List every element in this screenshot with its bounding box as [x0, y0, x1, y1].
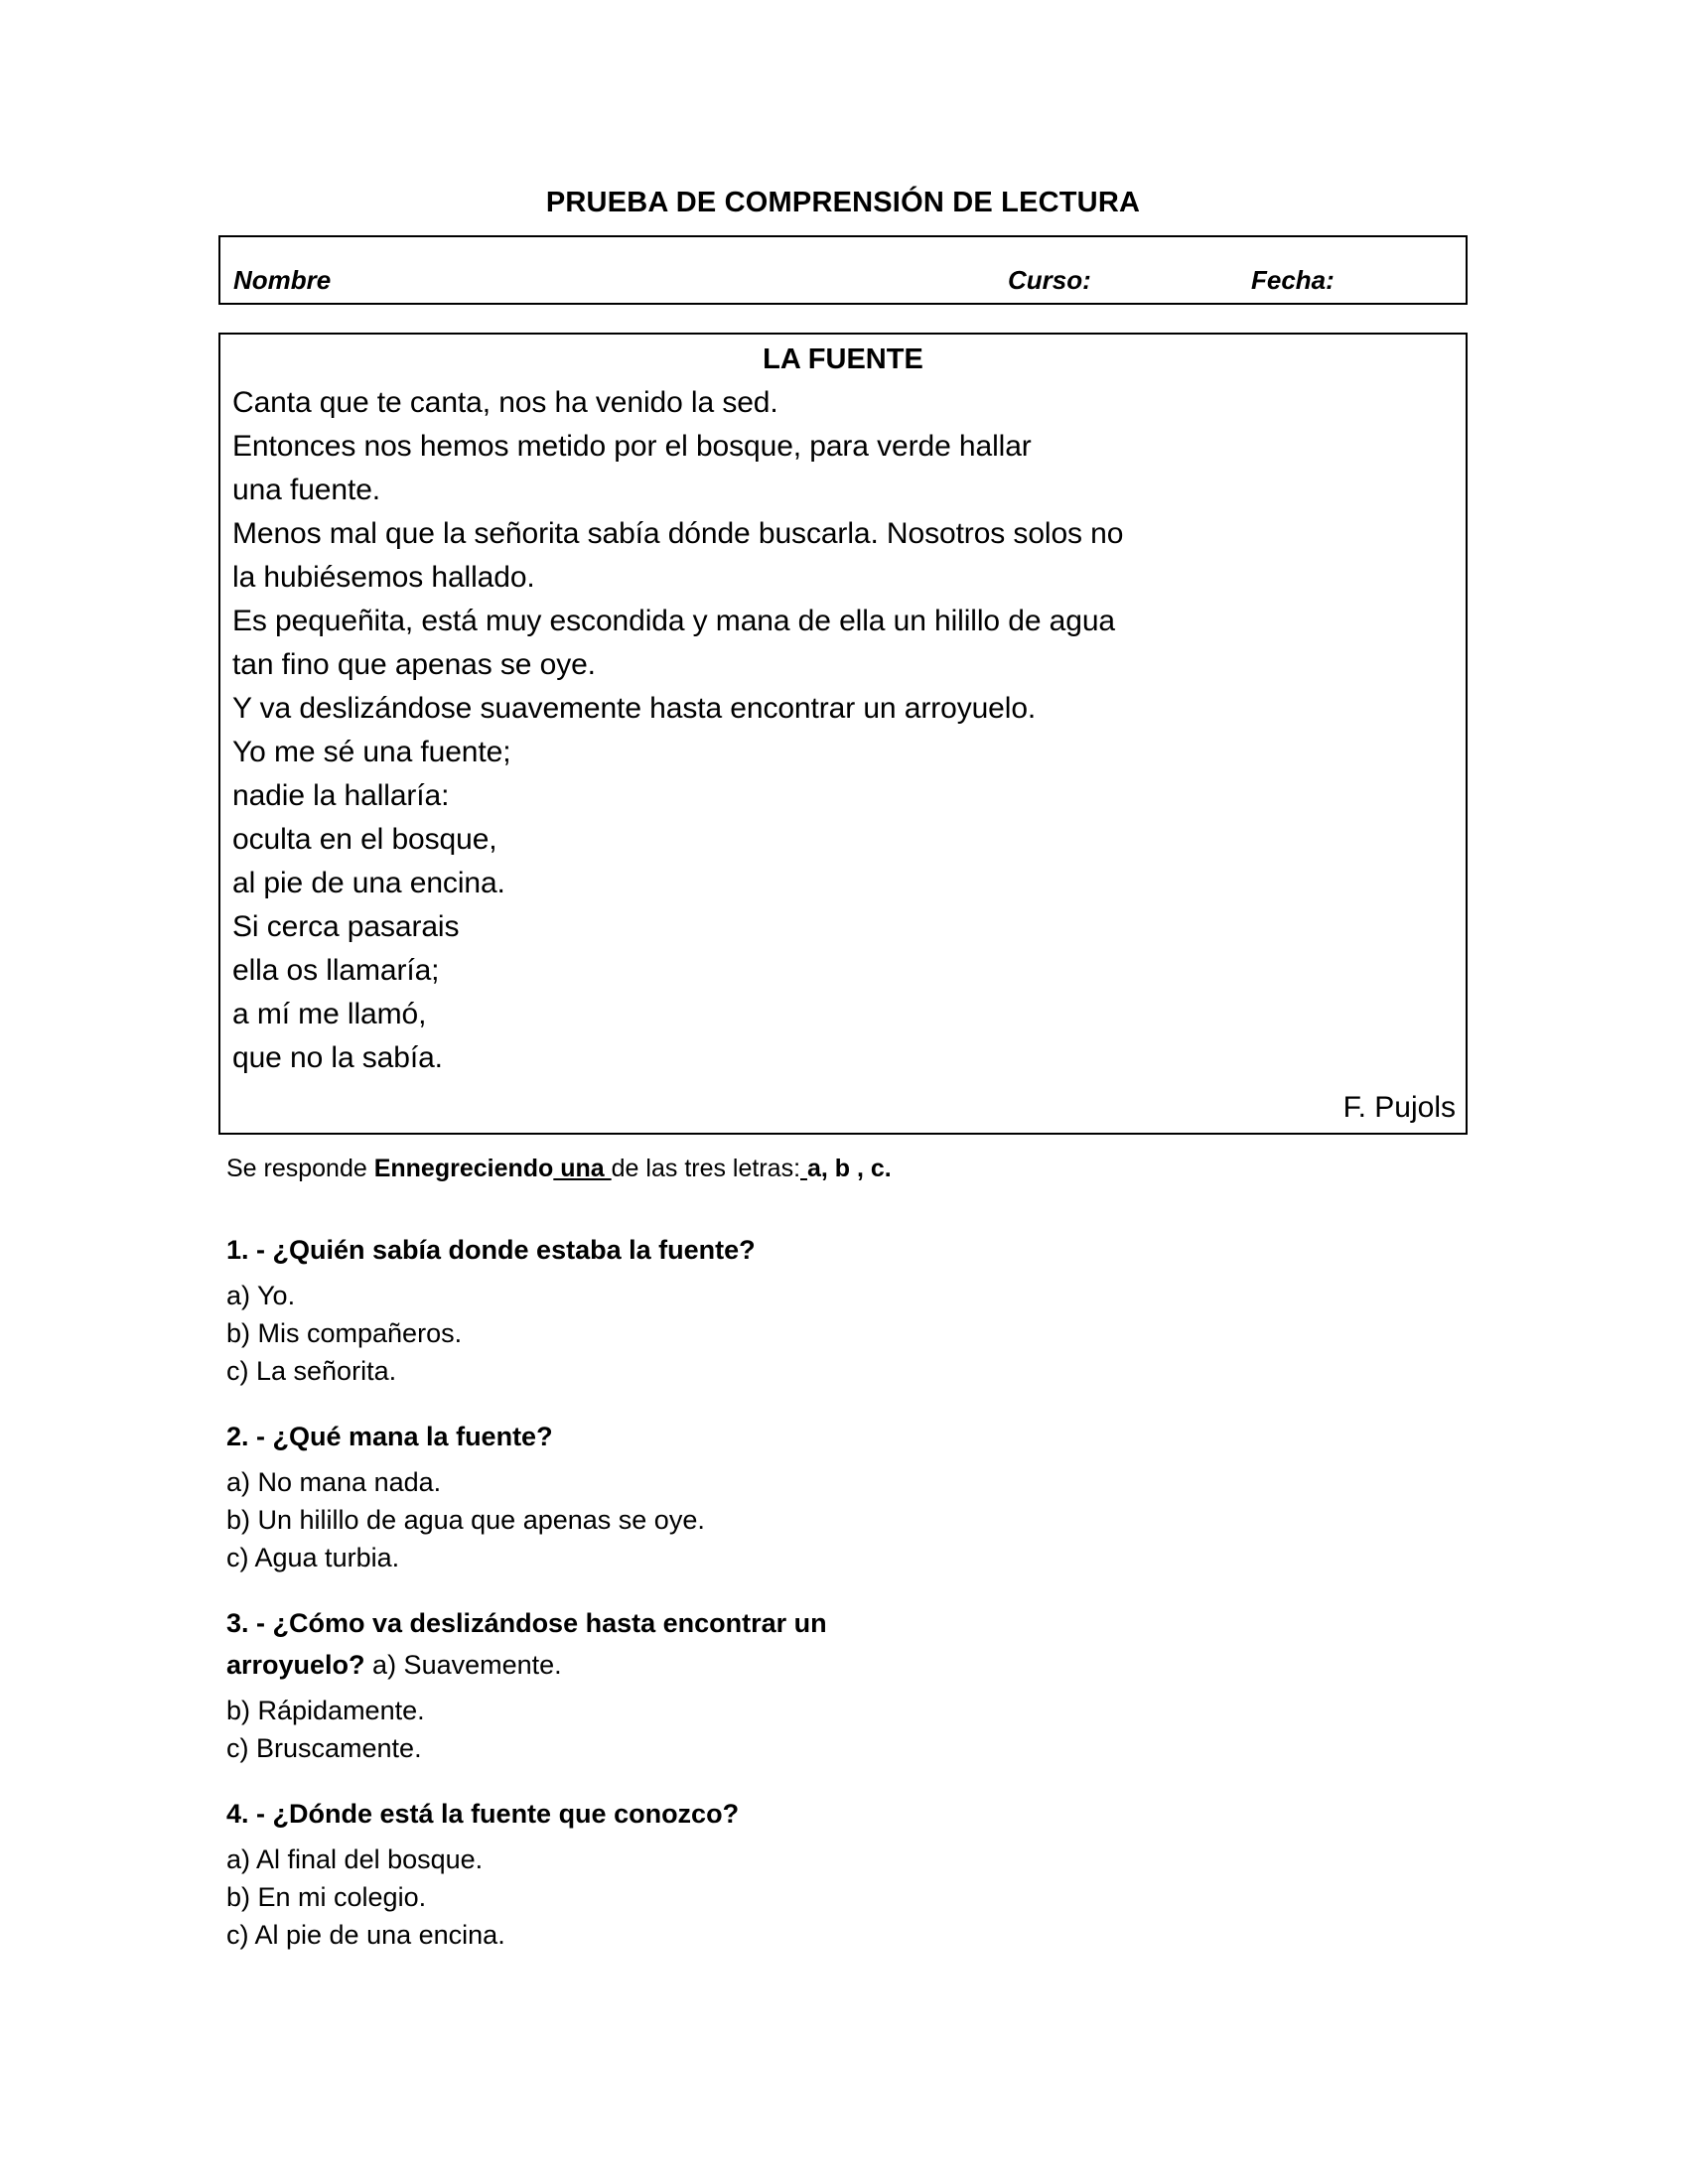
instruction-keyword-underlined: una: [553, 1155, 612, 1182]
answer-option[interactable]: b) En mi colegio.: [226, 1882, 427, 1912]
question-number: 2. -: [226, 1422, 273, 1451]
answer-option[interactable]: c) Bruscamente.: [226, 1733, 422, 1763]
question-text: [226, 1602, 941, 1686]
question-number: 1. -: [226, 1235, 273, 1265]
answer-option[interactable]: c) Al pie de una encina.: [226, 1920, 505, 1950]
passage-line: ella os llamaría;: [232, 954, 440, 987]
instruction-part-1: Se responde: [226, 1155, 374, 1182]
passage-line: oculta en el bosque,: [232, 823, 497, 856]
answer-option[interactable]: b) Mis compañeros.: [226, 1318, 463, 1348]
instruction-keyword-bold: Ennegreciendo: [373, 1155, 554, 1182]
passage-line: una fuente.: [232, 474, 381, 506]
question-prompt: ¿Qué mana la fuente?: [272, 1422, 553, 1451]
passage-line: nadie la hallaría:: [232, 779, 450, 812]
question-text: [226, 1229, 941, 1271]
passage-line: la hubiésemos hallado.: [232, 561, 535, 594]
student-info-box: [218, 235, 1468, 305]
passage-line: a mí me llamó,: [232, 998, 427, 1030]
answer-option[interactable]: b) Rápidamente.: [226, 1696, 425, 1725]
passage-line: Es pequeñita, está muy escondida y mana de ella un hilillo de agua: [232, 605, 1115, 637]
answer-option[interactable]: a) Yo.: [226, 1281, 296, 1310]
passage-line: Menos mal que la señorita sabía dónde buscarla. Nosotros solos no: [232, 517, 1124, 550]
question-text: [226, 1793, 941, 1835]
passage-title: LA FUENTE: [763, 343, 923, 375]
date-field-label: Fecha:: [1251, 265, 1335, 295]
passage-body: [232, 381, 1456, 1080]
question-number: 4. -: [226, 1799, 273, 1829]
question-prompt: ¿Cómo va deslizándose hasta encontrar un arroyuelo?: [226, 1608, 827, 1680]
instruction-underline-spacer: [800, 1155, 807, 1182]
question-block: [226, 1229, 1468, 1390]
question-number: 3. -: [226, 1608, 273, 1638]
question-block: [226, 1602, 1468, 1767]
question-text: [226, 1416, 941, 1457]
instruction-letters: a, b , c.: [806, 1155, 892, 1182]
passage-line: Canta que te canta, nos ha venido la sed.: [232, 386, 778, 419]
passage-line: Yo me sé una fuente;: [232, 736, 511, 768]
passage-line: Si cerca pasarais: [232, 910, 460, 943]
answer-option[interactable]: a) Suavemente.: [364, 1650, 562, 1680]
answer-option[interactable]: c) Agua turbia.: [226, 1543, 400, 1572]
passage-line: que no la sabía.: [232, 1041, 443, 1074]
question-block: [226, 1793, 1468, 1954]
course-field-label: Curso:: [1008, 265, 1091, 295]
page-title: PRUEBA DE COMPRENSIÓN DE LECTURA: [545, 187, 1141, 218]
passage-line: al pie de una encina.: [232, 867, 505, 899]
question-block: [226, 1416, 1468, 1576]
reading-passage-box: [218, 333, 1468, 1135]
passage-line: tan fino que apenas se oye.: [232, 648, 596, 681]
passage-line: Entonces nos hemos metido por el bosque, para verde hallar: [232, 430, 1032, 463]
answer-option[interactable]: a) No mana nada.: [226, 1467, 442, 1497]
questions-list: [226, 1229, 1468, 1979]
answer-option[interactable]: b) Un hilillo de agua que apenas se oye.: [226, 1505, 705, 1535]
question-prompt: ¿Dónde está la fuente que conozco?: [272, 1799, 740, 1829]
passage-line: Y va deslizándose suavemente hasta encontrar un arroyuelo.: [232, 692, 1037, 725]
name-field-label: Nombre: [233, 265, 332, 295]
instruction-part-4: de las tres letras:: [611, 1155, 801, 1182]
answer-option[interactable]: c) La señorita.: [226, 1356, 397, 1386]
question-prompt: ¿Quién sabía donde estaba la fuente?: [272, 1235, 756, 1265]
answer-instruction: [226, 1152, 892, 1185]
passage-author: F. Pujols: [1342, 1091, 1456, 1124]
answer-option[interactable]: a) Al final del bosque.: [226, 1844, 484, 1874]
